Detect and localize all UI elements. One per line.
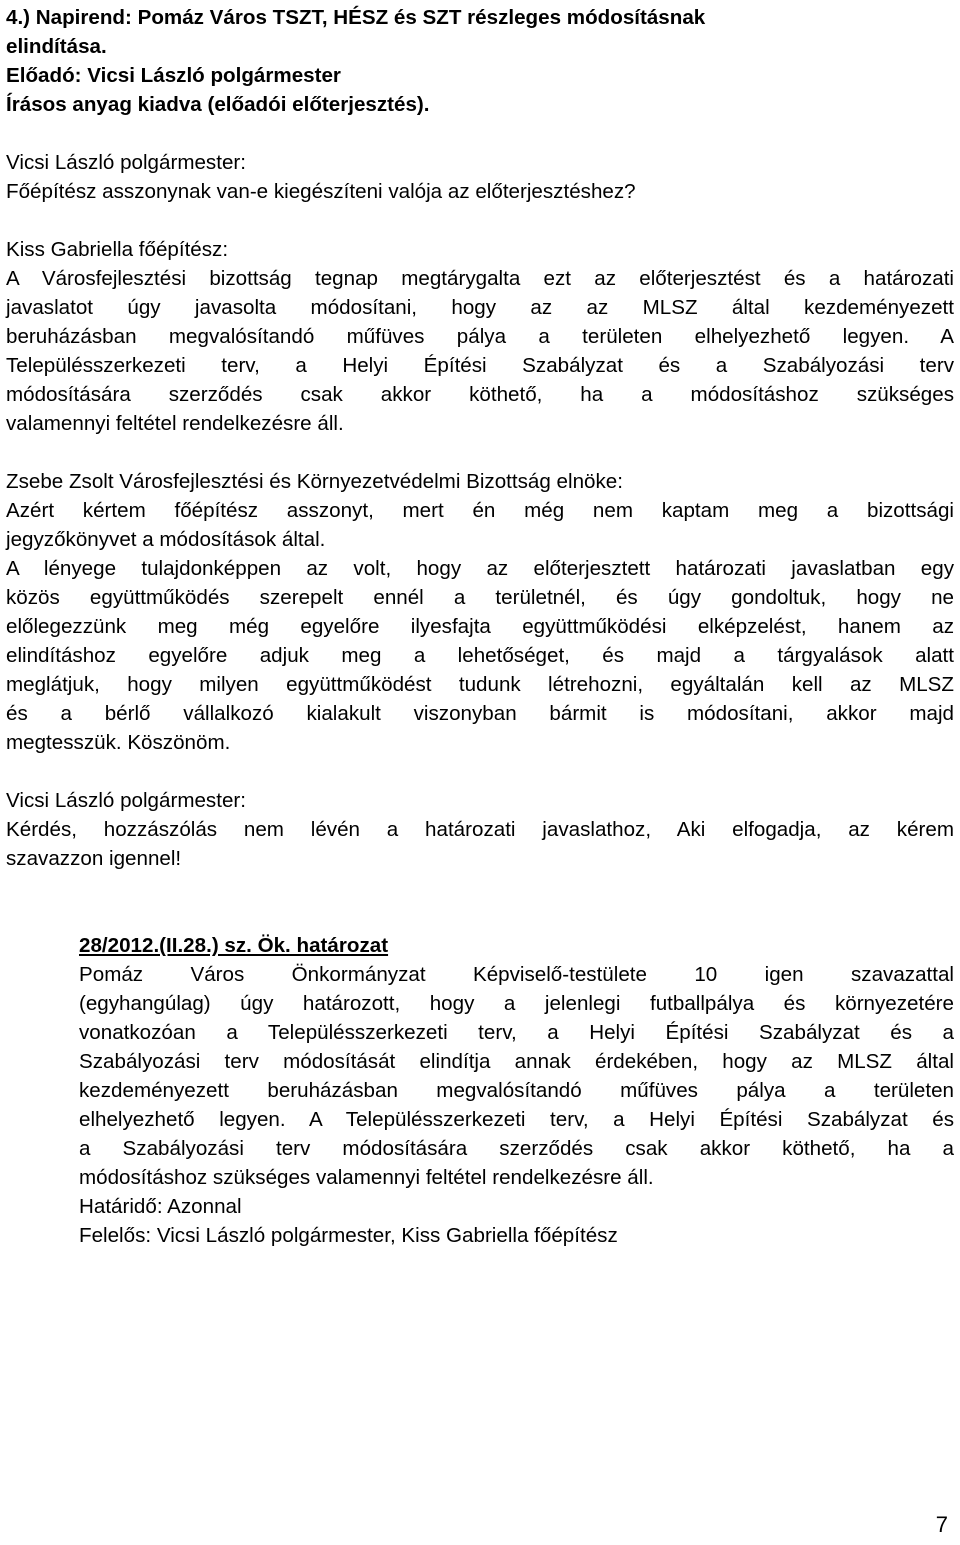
resolution-line: Pomáz Város Önkormányzat Képviselő-testülete 10 igen szavazattal [79,963,954,986]
speech-line: meglátjuk, hogy milyen együttműködést tudunk létrehozni, egyáltalán kell az MLSZ [6,673,954,696]
speech-block [6,148,954,206]
document-page [6,3,954,1250]
speech-line: Kérdés, hozzászólás nem lévén a határozati javaslathoz, Aki elfogadja, az kérem [6,818,954,841]
speech-line: javaslatot úgy javasolta módosítani, hogy az az MLSZ által kezdeményezett [6,296,954,319]
speaker-name: Kiss Gabriella főépítész: [6,238,229,261]
speech-line: A Városfejlesztési bizottság tegnap megtárygalta ezt az előterjesztést és a határozati [6,267,954,290]
agenda-title-cont: elindítása. [6,35,107,58]
speech-line: A lényege tulajdonképpen az volt, hogy az előterjesztett határozati javaslatban egy [6,557,954,580]
speech-line: beruházásban megvalósítandó műfüves pálya a területen elhelyezhető legyen. A [6,325,954,348]
speech-block [6,786,954,873]
speech-block [6,235,954,438]
agenda-material: Írásos anyag kiadva (előadói előterjesztés). [6,93,430,116]
resolution-block [79,931,954,1250]
resolution-title: 28/2012.(II.28.) sz. Ök. határozat [79,934,389,957]
speaker-name: Zsebe Zsolt Városfejlesztési és Környezetvédelmi Bizottság elnöke: [6,470,623,493]
speech-line: megtesszük. Köszönöm. [6,731,231,754]
speech-line: közös együttműködés szerepelt ennél a területnél, és úgy gondoltuk, hogy ne [6,586,954,609]
agenda-header [6,3,954,119]
speech-line: jegyzőkönyvet a módosítások által. [6,528,326,551]
speech-line: elindításhoz egyelőre adjuk meg a lehetőséget, és majd a tárgyalások alatt [6,644,954,667]
speech-line: és a bérlő vállalkozó kialakult viszonyban bármit is módosítani, akkor majd [6,702,954,725]
page-number: 7 [935,1512,948,1537]
resolution-responsible: Felelős: Vicsi László polgármester, Kiss Gabriella főépítész [79,1224,618,1247]
speaker-name: Vicsi László polgármester: [6,789,246,812]
speech-line: valamennyi feltétel rendelkezésre áll. [6,412,344,435]
agenda-title: 4.) Napirend: Pomáz Város TSZT, HÉSZ és SZT részleges módosításnak [6,6,706,29]
resolution-deadline: Határidő: Azonnal [79,1195,242,1218]
resolution-line: Szabályozási terv módosítását elindítja annak érdekében, hogy az MLSZ által [79,1050,954,1073]
resolution-line: vonatkozóan a Településszerkezeti terv, a Helyi Építési Szabályzat és a [79,1021,954,1044]
resolution-line: elhelyezhető legyen. A Településszerkezeti terv, a Helyi Építési Szabályzat és [79,1108,954,1131]
speech-line: módosítására szerződés csak akkor köthető, ha a módosításhoz szükséges [6,383,954,406]
speech-line: előlegezzünk meg még egyelőre ilyesfajta együttműködési elképzelést, hanem az [6,615,954,638]
speech-line: szavazzon igennel! [6,847,182,870]
agenda-presenter: Előadó: Vicsi László polgármester [6,64,341,87]
resolution-line: módosításhoz szükséges valamennyi feltétel rendelkezésre áll. [79,1166,654,1189]
speech-line: Azért kértem főépítész asszonyt, mert én még nem kaptam meg a bizottsági [6,499,954,522]
resolution-line: a Szabályozási terv módosítására szerződés csak akkor köthető, ha a [79,1137,954,1160]
speaker-name: Vicsi László polgármester: [6,151,246,174]
speech-line: Településszerkezeti terv, a Helyi Építési Szabályzat és a Szabályozási terv [6,354,954,377]
resolution-line: kezdeményezett beruházásban megvalósítandó műfüves pálya a területen [79,1079,954,1102]
resolution-line: (egyhangúlag) úgy határozott, hogy a jelenlegi futballpálya és környezetére [79,992,954,1015]
speech-line: Főépítész asszonynak van-e kiegészíteni valója az előterjesztéshez? [6,180,636,203]
speech-block [6,467,954,757]
